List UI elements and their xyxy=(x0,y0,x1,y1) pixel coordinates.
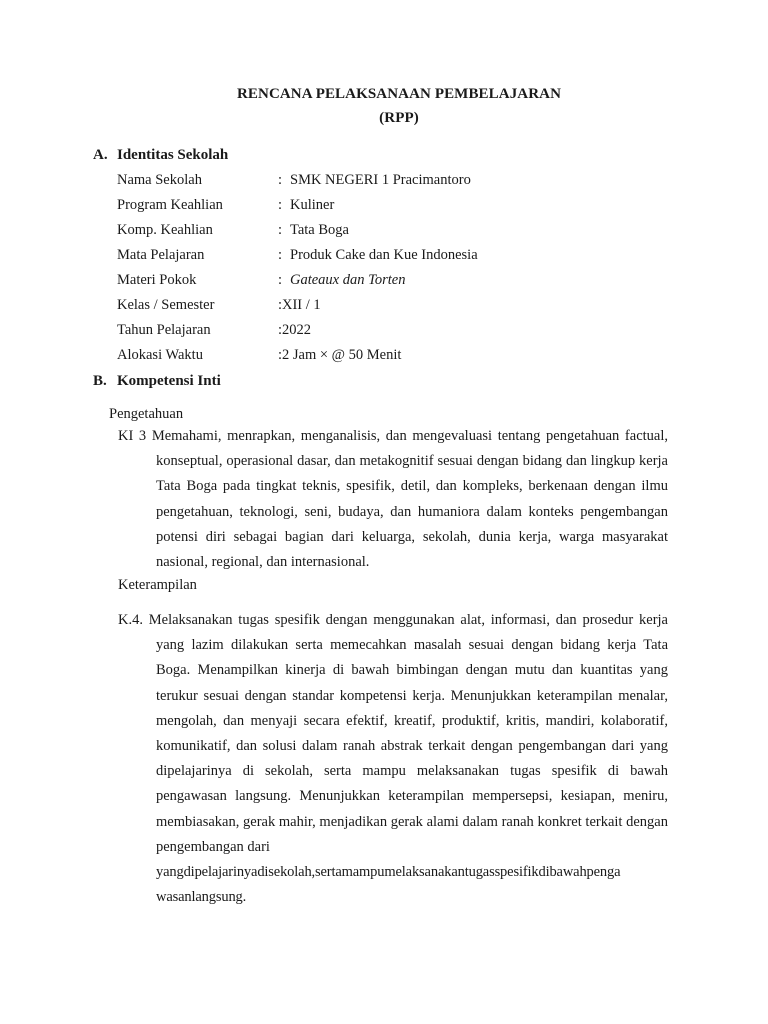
identity-colon: : xyxy=(278,272,283,288)
identity-colon: : xyxy=(278,347,283,363)
identity-colon: : xyxy=(278,222,283,238)
identity-colon: : xyxy=(278,197,283,213)
identity-label: Tahun Pelajaran xyxy=(117,322,211,338)
k4-tail-line-1: yangdipelajarinyadisekolah,sertamampumelaksanakantugasspesifikdibawahpenga xyxy=(156,864,621,880)
keterampilan-label: Keterampilan xyxy=(118,577,197,593)
section-a-letter: A. xyxy=(93,147,108,163)
identity-row-tahun-pelajaran xyxy=(117,322,677,342)
identity-row-mata-pelajaran xyxy=(117,247,677,267)
identity-row-alokasi-waktu xyxy=(117,347,677,367)
section-a-heading xyxy=(93,147,228,164)
ki3-paragraph: KI 3 Memahami, menrapkan, menganalisis, dan mengevaluasi tentang pengetahuan factual, konseptual, operasional dasar, dan metakognitif sesuai dengan bidang dan lingkup kerja Tata Boga pada tingkat teknis, spesifik, detil, dan kompleks, berkenaan dengan ilmu pengetahuan, teknologi, seni, budaya, dan humaniora dalam konteks pengembangan potensi diri sebagai bagian dari keluarga, sekolah, dunia kerja, warga masyarakat nasional, regional, dan internasional. xyxy=(118,428,668,571)
identity-label: Program Keahlian xyxy=(117,197,223,213)
identity-label: Kelas / Semester xyxy=(117,297,215,313)
identity-colon: : xyxy=(278,247,283,263)
identity-label: Komp. Keahlian xyxy=(117,222,213,238)
identity-label: Alokasi Waktu xyxy=(117,347,203,363)
identity-row-materi-pokok xyxy=(117,272,677,292)
section-b-letter: B. xyxy=(93,373,107,389)
identity-value: Produk Cake dan Kue Indonesia xyxy=(290,247,478,263)
identity-row-komp-keahlian xyxy=(117,222,677,242)
identity-value: 2 Jam × @ 50 Menit xyxy=(282,347,402,363)
document-title: RENCANA PELAKSANAAN PEMBELAJARAN xyxy=(236,86,562,102)
identity-value: XII / 1 xyxy=(282,297,321,313)
identity-value: SMK NEGERI 1 Pracimantoro xyxy=(290,172,471,188)
identity-colon: : xyxy=(278,322,283,338)
document-subtitle: (RPP) xyxy=(379,110,419,126)
k4-paragraph-tail xyxy=(156,860,666,910)
identity-value: Kuliner xyxy=(290,197,335,213)
section-a-title: Identitas Sekolah xyxy=(117,147,229,163)
identity-row-program-keahlian xyxy=(117,197,677,217)
k4-tail-line-2: wasanlangsung. xyxy=(156,889,247,906)
identity-value: Tata Boga xyxy=(290,222,349,238)
identity-label: Materi Pokok xyxy=(117,272,197,288)
identity-colon: : xyxy=(278,297,283,313)
section-b-title: Kompetensi Inti xyxy=(117,373,221,389)
identity-label: Nama Sekolah xyxy=(117,172,202,188)
section-b-heading xyxy=(93,373,221,390)
pengetahuan-label: Pengetahuan xyxy=(109,406,184,422)
identity-row-kelas-semester xyxy=(117,297,677,317)
k4-paragraph: K.4. Melaksanakan tugas spesifik dengan menggunakan alat, informasi, dan prosedur kerja yang lazim dilakukan serta memecahkan masalah sesuai dengan bidang kerja Tata Boga. Menampilkan kinerja di bawah bimbingan dengan mutu dan kuantitas yang terukur sesuai dengan standar kompetensi kerja. Menunjukkan keterampilan menalar, mengolah, dan menyaji secara efektif, kreatif, produktif, kritis, mandiri, kolaboratif, komunikatif, dan solusi dalam ranah abstrak terkait dengan pengembangan dari yang dipelajarinya di sekolah, serta mampu melaksanakan tugas spesifik di bawah pengawasan langsung. Menunjukkan keterampilan mempersepsi, kesiapan, meniru, membiasakan, gerak mahir, menjadikan gerak alami dalam ranah konkret terkait dengan pengembangan dari xyxy=(118,612,668,855)
identity-value: 2022 xyxy=(282,322,311,338)
identity-colon: : xyxy=(278,172,283,188)
identity-value: Gateaux dan Torten xyxy=(290,272,406,288)
identity-row-nama-sekolah xyxy=(117,172,677,192)
identity-label: Mata Pelajaran xyxy=(117,247,205,263)
